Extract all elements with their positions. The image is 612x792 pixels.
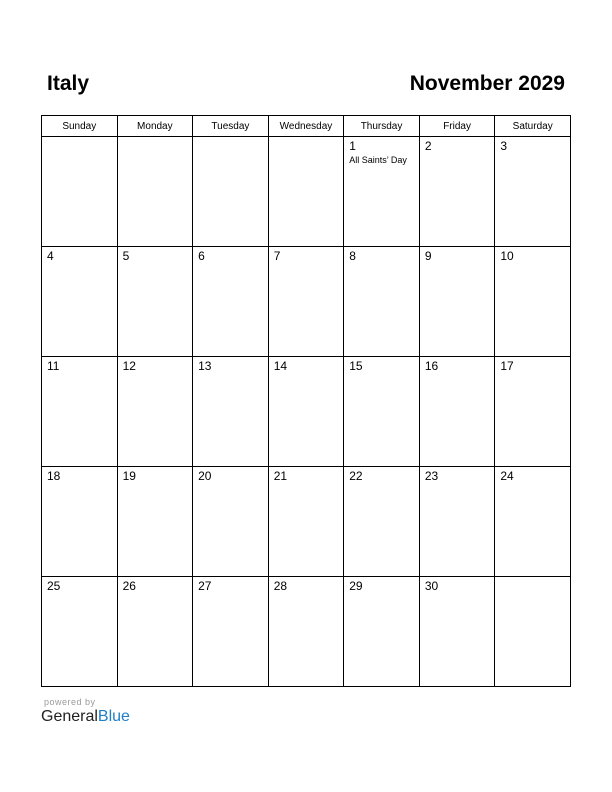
day-cell (117, 247, 193, 357)
weekday-sunday: Sunday (42, 116, 118, 137)
day-cell (193, 577, 269, 687)
day-cell (117, 357, 193, 467)
day-cell (419, 357, 495, 467)
day-cell (42, 137, 118, 247)
calendar-grid (41, 115, 571, 687)
day-cell (344, 577, 420, 687)
day-cell (117, 467, 193, 577)
week-row (42, 357, 571, 467)
generalblue-logo[interactable] (41, 708, 130, 726)
day-number: 5 (122, 249, 130, 263)
day-cell (193, 137, 269, 247)
day-cell (495, 357, 571, 467)
weekday-friday: Friday (419, 116, 495, 137)
day-cell (419, 137, 495, 247)
day-cell (344, 137, 420, 247)
month-title: November 2029 (409, 72, 565, 95)
weekday-thursday: Thursday (344, 116, 420, 137)
footer-branding (41, 697, 130, 726)
day-cell (495, 137, 571, 247)
day-cell (42, 357, 118, 467)
day-number: 1 (349, 139, 356, 153)
country-title: Italy (47, 72, 90, 95)
day-cell (268, 467, 344, 577)
day-number: 26 (122, 579, 136, 593)
day-number: 8 (349, 249, 356, 263)
day-number: 4 (47, 249, 54, 263)
day-number: 13 (198, 359, 212, 373)
day-cell (42, 247, 118, 357)
brand-blue: Blue (97, 708, 130, 725)
day-cell (42, 467, 118, 577)
day-number: 18 (47, 469, 61, 483)
day-number: 23 (424, 469, 439, 483)
powered-by-text: powered by (44, 697, 96, 707)
day-cell (117, 577, 193, 687)
day-number: 20 (198, 469, 212, 483)
day-number: 6 (198, 249, 205, 263)
day-cell (495, 577, 571, 687)
day-number: 11 (47, 359, 60, 373)
day-number: 24 (500, 469, 514, 483)
day-cell (268, 357, 344, 467)
day-number: 15 (349, 359, 363, 373)
week-row (42, 577, 571, 687)
day-cell (495, 467, 571, 577)
day-number: 22 (349, 469, 363, 483)
day-number: 10 (500, 249, 514, 263)
day-cell (268, 137, 344, 247)
day-cell (268, 577, 344, 687)
day-number: 19 (122, 469, 136, 483)
day-number: 2 (424, 139, 432, 153)
week-row (42, 247, 571, 357)
day-cell (419, 247, 495, 357)
day-number: 16 (424, 359, 439, 373)
weekday-header-row (42, 116, 571, 137)
day-cell (42, 577, 118, 687)
day-cell (117, 137, 193, 247)
day-cell (344, 247, 420, 357)
day-cell (193, 247, 269, 357)
week-row (42, 137, 571, 247)
day-number: 7 (273, 249, 281, 263)
day-number: 28 (273, 579, 288, 593)
weekday-saturday: Saturday (495, 116, 571, 137)
day-number: 25 (47, 579, 61, 593)
day-cell (419, 577, 495, 687)
day-cell (193, 467, 269, 577)
day-number: 14 (273, 359, 288, 373)
day-number: 3 (500, 139, 508, 153)
day-number: 9 (424, 249, 432, 263)
day-cell (268, 247, 344, 357)
day-number: 21 (273, 469, 288, 483)
week-row (42, 467, 571, 577)
day-cell (495, 247, 571, 357)
day-cell (419, 467, 495, 577)
weekday-tuesday: Tuesday (193, 116, 269, 137)
day-cell (193, 357, 269, 467)
day-cell (344, 467, 420, 577)
day-number: 17 (500, 359, 514, 373)
brand-general: General (41, 708, 98, 725)
weekday-wednesday: Wednesday (268, 116, 344, 137)
holiday-label: All Saints’ Day (349, 155, 407, 165)
weekday-monday: Monday (117, 116, 193, 137)
day-number: 27 (198, 579, 212, 593)
day-number: 30 (424, 579, 439, 593)
day-cell (344, 357, 420, 467)
day-number: 12 (122, 359, 136, 373)
day-number: 29 (349, 579, 363, 593)
